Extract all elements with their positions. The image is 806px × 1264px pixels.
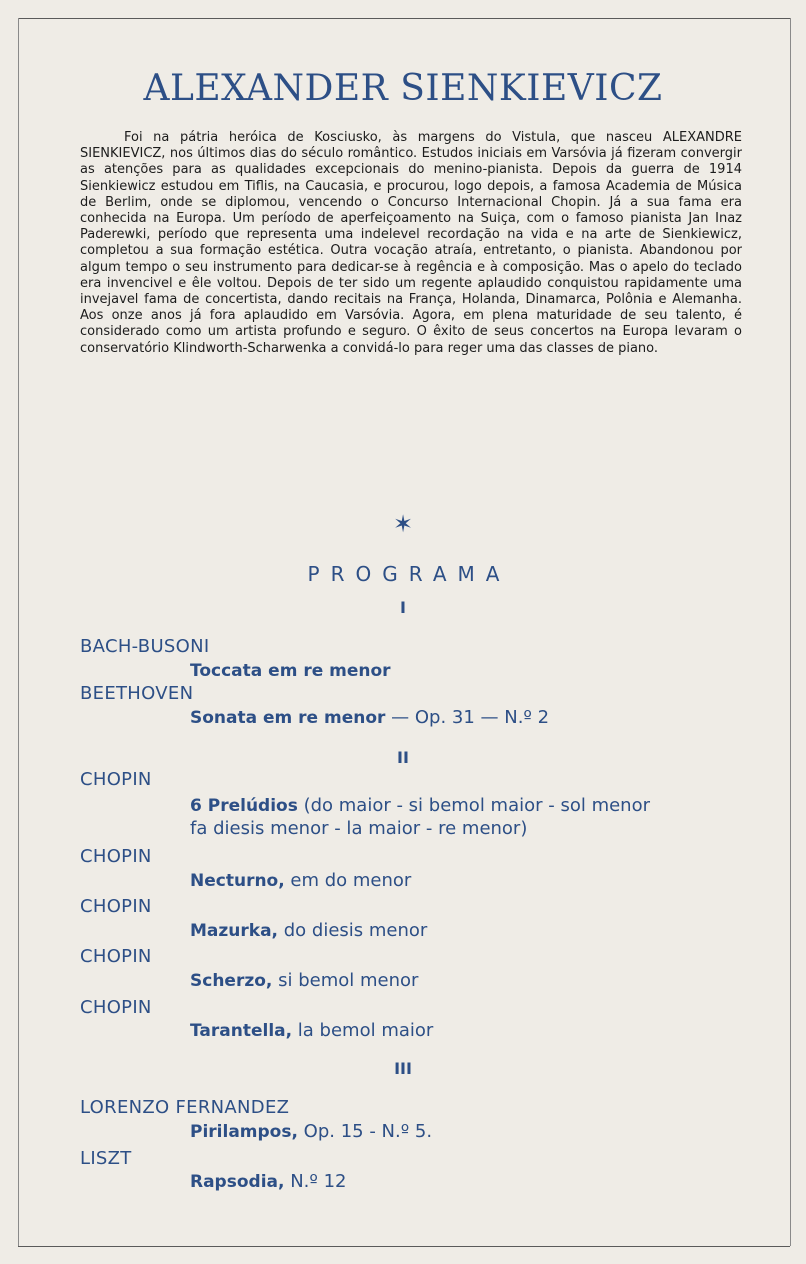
- composer-name: CHOPIN: [80, 997, 152, 1018]
- composer-name: CHOPIN: [80, 896, 152, 917]
- work-details: em do menor: [284, 870, 412, 891]
- work-title-bold: Tarantella,: [190, 1021, 293, 1041]
- section-numeral: III: [394, 1059, 412, 1078]
- work-title-bold: Sonata em re menor: [190, 708, 386, 728]
- work-details: Op. 15 - N.º 5.: [297, 1121, 433, 1142]
- star-ornament-icon: ✶: [392, 510, 414, 538]
- work-title: [190, 1020, 433, 1041]
- composer-name: LISZT: [80, 1148, 132, 1169]
- work-details: si bemol menor: [272, 970, 419, 991]
- work-title: [190, 1121, 432, 1142]
- work-details: la bemol maior: [292, 1020, 434, 1041]
- work-details: do diesis menor: [278, 920, 428, 941]
- work-title: [190, 1171, 346, 1192]
- work-title-bold: Rapsodia,: [190, 1172, 285, 1192]
- work-details: N.º 12: [284, 1171, 347, 1192]
- work-title: [190, 870, 411, 891]
- work-title-bold: Necturno,: [190, 871, 285, 891]
- programa-heading: PROGRAMA: [307, 562, 511, 586]
- frame-border-top: [18, 18, 790, 19]
- composer-name: LORENZO FERNANDEZ: [80, 1097, 290, 1118]
- page-title: ALEXANDER SIENKIEVICZ: [143, 68, 663, 109]
- frame-border-bottom: [18, 1246, 790, 1247]
- work-title-bold: 6 Prelúdios: [190, 796, 298, 816]
- work-details: — Op. 31 — N.º 2: [385, 707, 550, 728]
- composer-name: CHOPIN: [80, 769, 152, 790]
- work-details: (do maior - si bemol maior - sol menor: [297, 795, 650, 816]
- section-numeral: I: [400, 598, 406, 617]
- biography-paragraph: Foi na pátria heróica de Kosciusko, às margens do Vistula, que nasceu ALEXANDRE SIENKIEVICZ, nos últimos dias do século romântico. Estudos iniciais em Varsóvia já fizeram convergir as atenções para as qualidades excepcionais do menino-pianista. Depois da guerra de 1914 Sienkiewicz estudou em Tiflis, na Caucasia, e procurou, logo depois, a famosa Academia de Música de Berlim, onde se diplomou, vencendo o Concurso Internacional Chopin. Já a sua fama era conhecida na Europa. Um período de aperfeiçoamento na Suiça, com o famoso pianista Jan Inaz Paderewki, período que representa uma indelevel recordação na vida e na arte de Sienkiewicz, completou a sua formação estética. Outra vocação atraía, entretanto, o pianista. Abandonou por algum tempo o seu instrumento para dedicar-se à regência e à composição. Mas o apelo do teclado era invencivel e êle voltou. Depois de ter sido um regente aplaudido conquistou rapidamente uma invejavel fama de concertista, dando recitais na França, Holanda, Dinamarca, Polônia e Alemanha. Aos onze anos já fora aplaudido em Varsóvia. Agora, em plena maturidade de seu talento, é considerado como um artista profundo e seguro. O êxito de seus concertos na Europa levaram o conservatório Klindworth-Scharwenka a convidá-lo para reger uma das classes de piano.: [80, 130, 742, 356]
- work-title: [190, 920, 427, 941]
- composer-name: CHOPIN: [80, 946, 152, 967]
- work-title: [190, 795, 650, 816]
- work-title: [190, 707, 549, 728]
- work-title: [190, 660, 391, 681]
- composer-name: CHOPIN: [80, 846, 152, 867]
- work-title: [190, 970, 418, 991]
- section-numeral: II: [397, 748, 409, 767]
- composer-name: BACH-BUSONI: [80, 636, 210, 657]
- work-details-line2: fa diesis menor - la maior - re menor): [190, 818, 528, 839]
- work-title-bold: Scherzo,: [190, 971, 273, 991]
- work-title-bold: Toccata em re menor: [190, 661, 391, 681]
- composer-name: BEETHOVEN: [80, 683, 194, 704]
- work-title-bold: Mazurka,: [190, 921, 279, 941]
- work-title-bold: Pirilampos,: [190, 1122, 298, 1142]
